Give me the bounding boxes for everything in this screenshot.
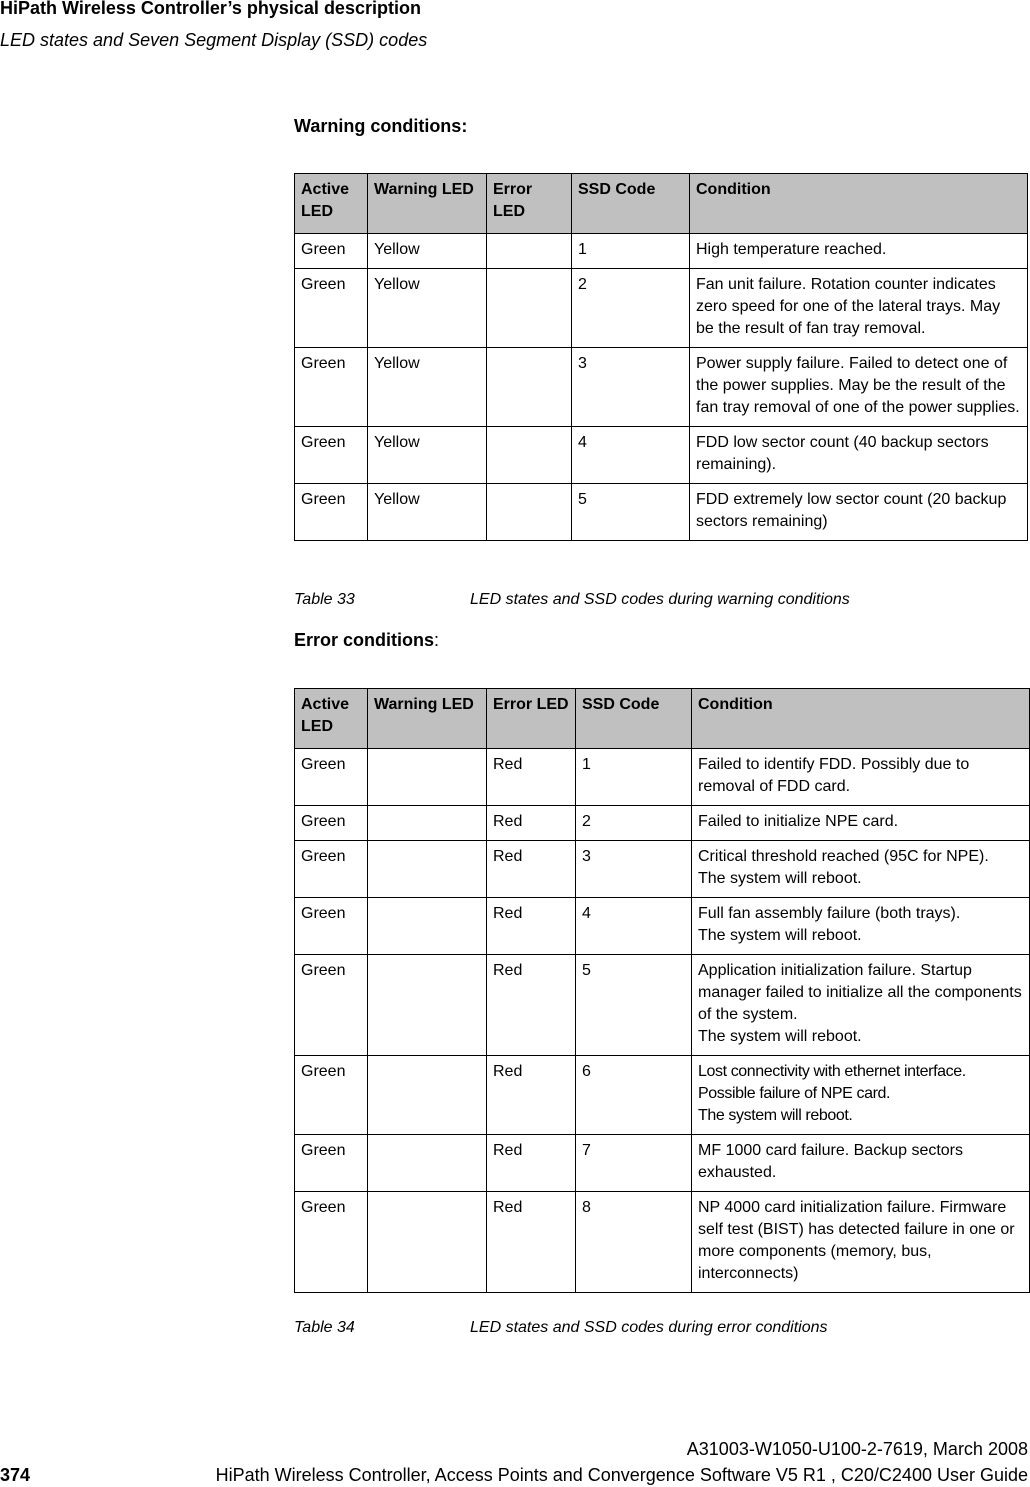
ssd-code-cell: 4 [572,427,690,484]
active-led-cell: Green [295,427,368,484]
error-conditions-heading [294,630,439,651]
table-header-row [295,689,1030,749]
active-led-cell: Green [295,484,368,541]
warning-led-cell [368,1192,487,1293]
column-header-warning-led: Warning LED [368,689,487,749]
condition-cell: Failed to identify FDD. Possibly due to removal of FDD card. [692,749,1030,806]
table-row [295,749,1030,806]
active-led-cell: Green [295,955,368,1056]
error-led-cell: Red [487,898,576,955]
table-row [295,898,1030,955]
table-row [295,348,1028,427]
error-led-cell: Red [487,841,576,898]
condition-cell: High temperature reached. [690,234,1028,269]
active-led-cell: Green [295,806,368,841]
error-led-cell: Red [487,955,576,1056]
warning-led-cell: Yellow [368,269,487,348]
condition-cell: Full fan assembly failure (both trays). The system will reboot. [692,898,1030,955]
condition-cell: Lost connectivity with ethernet interface. Possible failure of NPE card. The system will reboot. [692,1056,1030,1135]
document-title: HiPath Wireless Controller’s physical description [0,0,421,18]
ssd-code-cell: 7 [576,1135,692,1192]
active-led-cell: Green [295,1135,368,1192]
caption-table-number: Table 34 [294,1319,355,1336]
active-led-cell: Green [295,1192,368,1293]
active-led-cell: Green [295,841,368,898]
ssd-code-cell: 2 [572,269,690,348]
table-row [295,955,1030,1056]
column-header-error-led: Error LED [487,689,576,749]
warning-led-cell: Yellow [368,427,487,484]
table-row [295,484,1028,541]
error-led-cell: Red [487,749,576,806]
condition-cell: Failed to initialize NPE card. [692,806,1030,841]
condition-cell: Critical threshold reached (95C for NPE). The system will reboot. [692,841,1030,898]
ssd-code-cell: 1 [572,234,690,269]
ssd-code-cell: 5 [572,484,690,541]
table-row [295,1192,1030,1293]
error-led-cell [487,427,572,484]
table-header-row [295,174,1028,234]
warning-conditions-table [294,173,1028,541]
ssd-code-cell: 2 [576,806,692,841]
ssd-code-cell: 5 [576,955,692,1056]
warning-led-cell: Yellow [368,234,487,269]
column-header-ssd-code: SSD Code [572,174,690,234]
column-header-warning-led: Warning LED [368,174,487,234]
warning-led-cell [368,841,487,898]
error-table-caption [294,1319,828,1337]
column-header-condition: Condition [692,689,1030,749]
error-led-cell: Red [487,1135,576,1192]
warning-table-caption [294,591,850,609]
table-row [295,1056,1030,1135]
ssd-code-cell: 6 [576,1056,692,1135]
column-header-condition: Condition [690,174,1028,234]
error-led-cell [487,348,572,427]
active-led-cell: Green [295,348,368,427]
table-row [295,1135,1030,1192]
warning-led-cell: Yellow [368,484,487,541]
caption-table-number: Table 33 [294,591,355,608]
error-led-cell [487,234,572,269]
caption-text: LED states and SSD codes during warning conditions [470,591,850,608]
table-row [295,234,1028,269]
ssd-code-cell: 1 [576,749,692,806]
condition-cell: MF 1000 card failure. Backup sectors exhausted. [692,1135,1030,1192]
ssd-code-cell: 3 [576,841,692,898]
error-conditions-table [294,688,1030,1293]
error-led-cell: Red [487,1056,576,1135]
page-number: 374 [0,1465,31,1485]
warning-led-cell [368,1056,487,1135]
active-led-cell: Green [295,234,368,269]
guide-title: HiPath Wireless Controller, Access Points and Convergence Software V5 R1 , C20/C2400 User Guide [215,1465,1028,1485]
document-reference: A31003-W1050-U100-2-7619, March 2008 [686,1439,1028,1459]
error-led-cell [487,484,572,541]
document-subtitle: LED states and Seven Segment Display (SSD) codes [0,30,428,50]
table-row [295,806,1030,841]
column-header-error-led: Error LED [487,174,572,234]
condition-cell: FDD extremely low sector count (20 backup sectors remaining) [690,484,1028,541]
table-row [295,269,1028,348]
warning-led-cell [368,749,487,806]
condition-cell: NP 4000 card initialization failure. Firmware self test (BIST) has detected failure in one or more components (memory, bus, interconnects) [692,1192,1030,1293]
active-led-cell: Green [295,1056,368,1135]
caption-text: LED states and SSD codes during error conditions [470,1319,828,1336]
warning-led-cell [368,806,487,841]
warning-led-cell [368,1135,487,1192]
column-header-active-led: Active LED [295,174,368,234]
warning-conditions-heading: Warning conditions: [294,116,468,136]
error-heading-colon: : [434,630,440,650]
table-row [295,427,1028,484]
error-led-cell: Red [487,1192,576,1293]
error-led-cell [487,269,572,348]
condition-cell: FDD low sector count (40 backup sectors remaining). [690,427,1028,484]
active-led-cell: Green [295,898,368,955]
table-row [295,841,1030,898]
condition-cell: Application initialization failure. Startup manager failed to initialize all the components of the system. The system will reboot. [692,955,1030,1056]
warning-led-cell: Yellow [368,348,487,427]
column-header-active-led: Active LED [295,689,368,749]
active-led-cell: Green [295,749,368,806]
ssd-code-cell: 3 [572,348,690,427]
column-header-ssd-code: SSD Code [576,689,692,749]
ssd-code-cell: 4 [576,898,692,955]
error-heading-text: Error conditions [294,630,435,650]
warning-led-cell [368,955,487,1056]
condition-cell: Power supply failure. Failed to detect one of the power supplies. May be the result of the fan tray removal of one of the power supplies. [690,348,1028,427]
error-led-cell: Red [487,806,576,841]
warning-led-cell [368,898,487,955]
ssd-code-cell: 8 [576,1192,692,1293]
condition-cell: Fan unit failure. Rotation counter indicates zero speed for one of the lateral trays. May be the result of fan tray removal. [690,269,1028,348]
active-led-cell: Green [295,269,368,348]
